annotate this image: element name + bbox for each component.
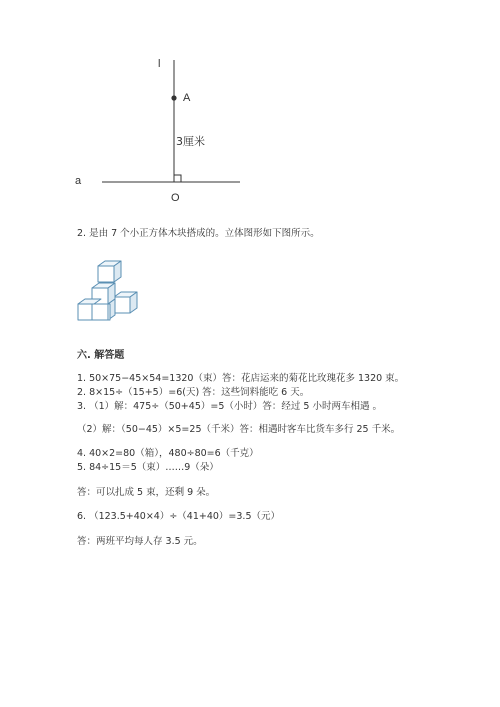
label-point-o: O [171,192,180,204]
answer-5-conclusion: 答：可以扎成 5 束，还剩 9 朵。 [77,487,216,498]
answer-3-part-1: 3. （1）解：475÷（50+45）=5（小时）答：经过 5 小时两车相遇 。 [77,401,382,412]
item-2-text: 2. 是由 7 个小正方体木块搭成的。立体图形如下图所示。 [77,228,320,239]
label-line-a: a [75,175,82,187]
cube-top-level [98,261,121,282]
answer-5: 5. 84÷15＝5（束）……9（朵） [77,462,219,473]
cube-right [114,292,137,313]
label-point-a: A [183,92,191,104]
answer-6: 6. （123.5+40×4）÷（41+40）=3.5（元） [77,511,280,522]
label-length: 3厘米 [176,135,205,148]
geometry-figure [70,55,250,205]
answer-6-conclusion: 答：两班平均每人存 3.5 元。 [77,536,203,547]
answer-4: 4. 40×2=80（箱），480÷80=6（千克） [77,448,259,459]
answer-3-part-2: （2）解：（50−45）×5=25（千米）答：相遇时客车比货车多行 25 千米。 [77,424,401,435]
cube-stack-figure [74,258,144,324]
right-angle-marker [174,175,181,182]
label-line-l: l [158,58,161,70]
section-heading: 六. 解答题 [77,350,125,361]
answer-1: 1. 50×75−45×54=1320（束）答：花店运来的菊花比玫瑰花多 1320 束。 [77,373,405,384]
point-a-dot [171,95,176,100]
answer-2: 2. 8×15÷（15+5）=6(天) 答：这些饲料能吃 6 天。 [77,387,310,398]
